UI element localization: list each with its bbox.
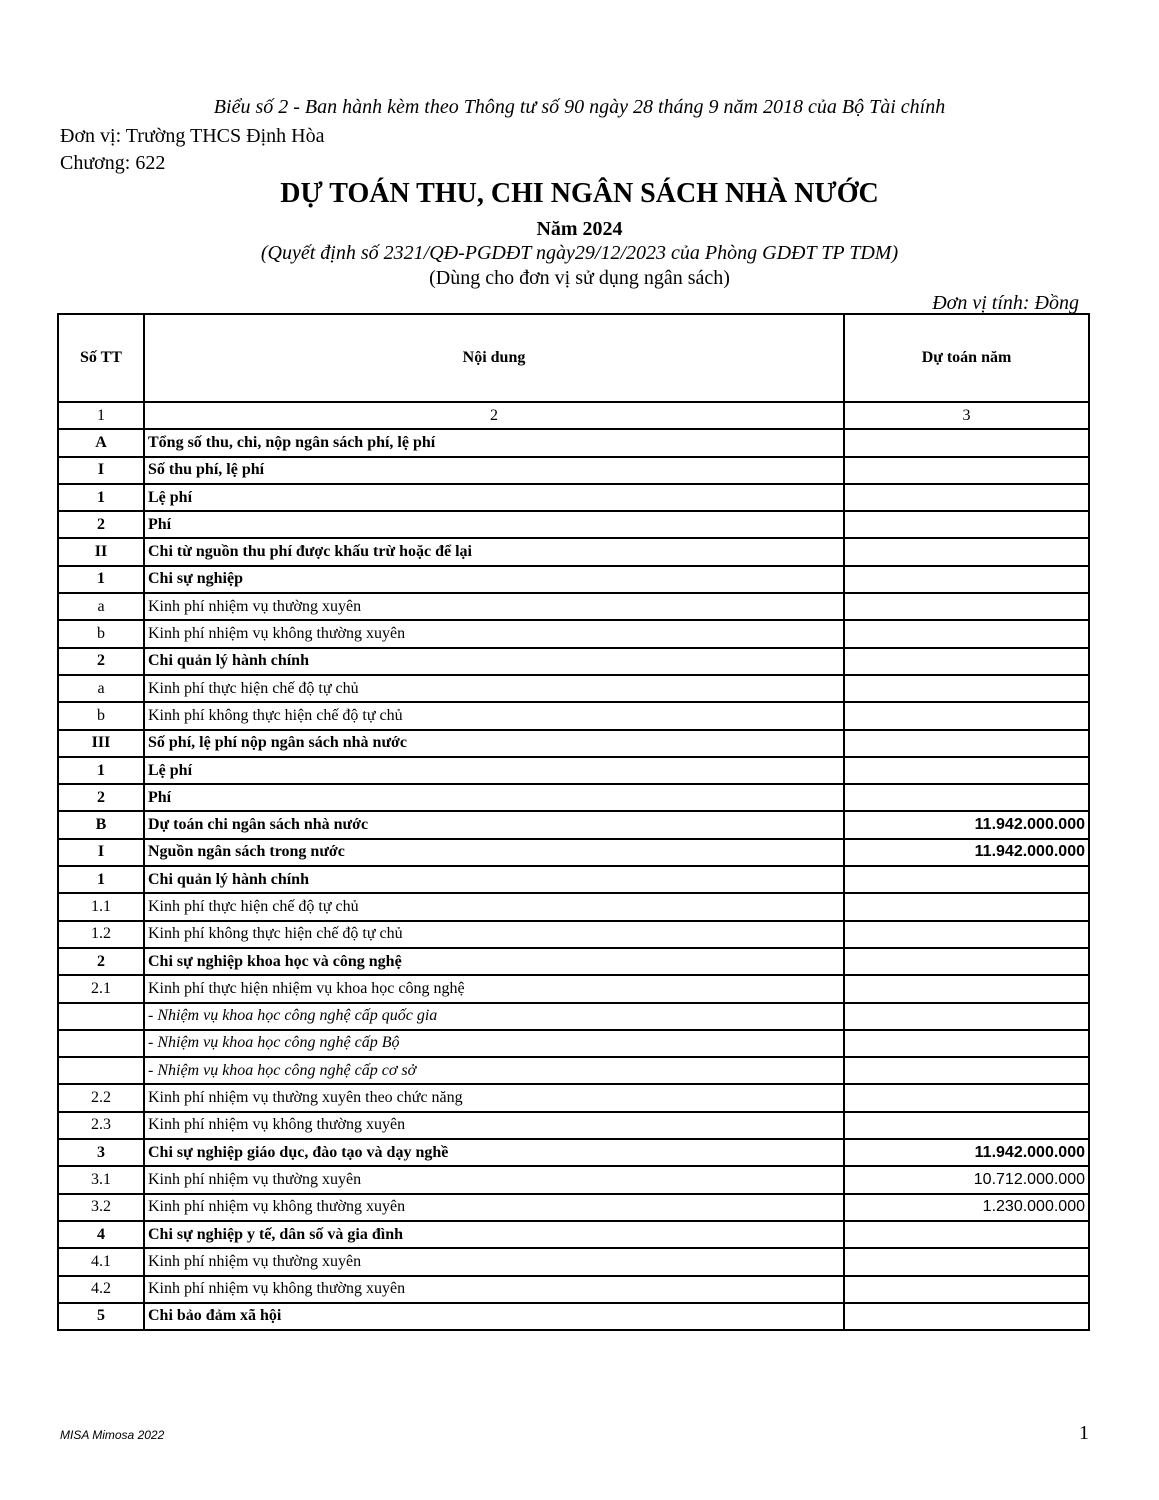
row-number: 1 (58, 566, 144, 593)
row-estimate-value (844, 948, 1089, 975)
table-row (58, 702, 1089, 729)
table-row (58, 866, 1089, 893)
row-content: Kinh phí nhiệm vụ không thường xuyên (144, 620, 844, 647)
row-content: Chi bảo đảm xã hội (144, 1303, 844, 1330)
row-content: Chi từ nguồn thu phí được khấu trừ hoặc để lại (144, 538, 844, 565)
row-number: 2 (58, 948, 144, 975)
table-row (58, 1276, 1089, 1303)
table-row (58, 429, 1089, 456)
row-number: 3.1 (58, 1166, 144, 1193)
row-estimate-value (844, 1003, 1089, 1030)
table-row (58, 1057, 1089, 1084)
row-estimate-value: 10.712.000.000 (844, 1166, 1089, 1193)
table-header-row (58, 314, 1089, 402)
document-title: DỰ TOÁN THU, CHI NGÂN SÁCH NHÀ NƯỚC (280, 178, 879, 209)
row-content: Chi sự nghiệp giáo dục, đào tạo và dạy nghề (144, 1139, 844, 1166)
budget-year: Năm 2024 (536, 218, 623, 240)
table-row (58, 675, 1089, 702)
row-content: Chi quản lý hành chính (144, 866, 844, 893)
budget-table (57, 313, 1090, 1331)
row-content: Lệ phí (144, 757, 844, 784)
row-estimate-value (844, 1112, 1089, 1139)
row-content: Kinh phí thực hiện nhiệm vụ khoa học công nghệ (144, 975, 844, 1002)
row-number: 2.3 (58, 1112, 144, 1139)
row-estimate-value (844, 593, 1089, 620)
row-estimate-value (844, 457, 1089, 484)
row-number: 2.1 (58, 975, 144, 1002)
row-number: 4.2 (58, 1276, 144, 1303)
row-content: Chi sự nghiệp khoa học và công nghệ (144, 948, 844, 975)
row-content: Phí (144, 511, 844, 538)
row-content: Kinh phí thực hiện chế độ tự chủ (144, 893, 844, 920)
row-number: A (58, 429, 144, 456)
table-row (58, 757, 1089, 784)
row-number: 4.1 (58, 1248, 144, 1275)
row-number: a (58, 593, 144, 620)
table-row (58, 1030, 1089, 1057)
row-content: Kinh phí nhiệm vụ thường xuyên (144, 1166, 844, 1193)
row-content: Kinh phí nhiệm vụ thường xuyên (144, 593, 844, 620)
row-number: B (58, 811, 144, 838)
usage-note: (Dùng cho đơn vị sử dụng ngân sách) (429, 267, 730, 289)
row-content: Phí (144, 784, 844, 811)
row-content: Số phí, lệ phí nộp ngân sách nhà nước (144, 730, 844, 757)
table-row (58, 811, 1089, 838)
row-estimate-value (844, 620, 1089, 647)
row-number: 1 (58, 484, 144, 511)
software-footer: MISA Mimosa 2022 (60, 1428, 165, 1442)
row-content: Kinh phí nhiệm vụ không thường xuyên (144, 1112, 844, 1139)
chapter-code: Chương: 622 (60, 152, 166, 174)
row-content: Kinh phí nhiệm vụ không thường xuyên (144, 1194, 844, 1221)
table-row (58, 1194, 1089, 1221)
table-row (58, 620, 1089, 647)
row-content: Kinh phí không thực hiện chế độ tự chủ (144, 921, 844, 948)
row-estimate-value (844, 1221, 1089, 1248)
row-estimate-value: 11.942.000.000 (844, 839, 1089, 866)
row-estimate-value: 11.942.000.000 (844, 1139, 1089, 1166)
row-content: Chi quản lý hành chính (144, 648, 844, 675)
row-number: b (58, 620, 144, 647)
table-row (58, 784, 1089, 811)
row-content: Tổng số thu, chi, nộp ngân sách phí, lệ phí (144, 429, 844, 456)
column-header-stt: Số TT (58, 314, 144, 402)
row-estimate-value (844, 648, 1089, 675)
table-row (58, 1221, 1089, 1248)
row-number: 2 (58, 784, 144, 811)
row-content: Nguồn ngân sách trong nước (144, 839, 844, 866)
row-content: Kinh phí thực hiện chế độ tự chủ (144, 675, 844, 702)
row-estimate-value (844, 784, 1089, 811)
currency-unit: Đơn vị tính: Đồng (932, 292, 1079, 314)
row-estimate-value (844, 484, 1089, 511)
row-estimate-value (844, 1248, 1089, 1275)
table-row (58, 1084, 1089, 1111)
row-estimate-value (844, 1057, 1089, 1084)
row-number (58, 1003, 144, 1030)
table-row (58, 1303, 1089, 1330)
row-content: - Nhiệm vụ khoa học công nghệ cấp Bộ (144, 1030, 844, 1057)
row-content: Kinh phí nhiệm vụ không thường xuyên (144, 1276, 844, 1303)
row-content: Chi sự nghiệp y tế, dân số và gia đình (144, 1221, 844, 1248)
row-estimate-value (844, 1276, 1089, 1303)
row-number (58, 1057, 144, 1084)
table-row (58, 921, 1089, 948)
row-number: 1.2 (58, 921, 144, 948)
row-content: Kinh phí nhiệm vụ thường xuyên theo chức năng (144, 1084, 844, 1111)
row-estimate-value (844, 1030, 1089, 1057)
table-row (58, 1139, 1089, 1166)
column-header-estimate: Dự toán năm (844, 314, 1089, 402)
row-estimate-value (844, 566, 1089, 593)
row-number: III (58, 730, 144, 757)
row-content: Lệ phí (144, 484, 844, 511)
row-estimate-value (844, 429, 1089, 456)
row-content: Kinh phí nhiệm vụ thường xuyên (144, 1248, 844, 1275)
row-estimate-value (844, 702, 1089, 729)
row-number: I (58, 839, 144, 866)
row-estimate-value (844, 511, 1089, 538)
row-number: II (58, 538, 144, 565)
column-number: 3 (844, 402, 1089, 429)
table-row (58, 648, 1089, 675)
row-content: Chi sự nghiệp (144, 566, 844, 593)
row-content: Dự toán chi ngân sách nhà nước (144, 811, 844, 838)
row-number: I (58, 457, 144, 484)
row-number: 5 (58, 1303, 144, 1330)
column-number-row (58, 402, 1089, 429)
table-row (58, 975, 1089, 1002)
table-row (58, 484, 1089, 511)
row-estimate-value (844, 1084, 1089, 1111)
table-row (58, 1112, 1089, 1139)
row-number: 2 (58, 511, 144, 538)
table-row (58, 538, 1089, 565)
table-row (58, 1003, 1089, 1030)
row-estimate-value: 11.942.000.000 (844, 811, 1089, 838)
row-estimate-value (844, 757, 1089, 784)
row-number: a (58, 675, 144, 702)
row-content: - Nhiệm vụ khoa học công nghệ cấp cơ sở (144, 1057, 844, 1084)
page-number: 1 (1079, 1422, 1089, 1444)
row-estimate-value (844, 675, 1089, 702)
row-number: b (58, 702, 144, 729)
row-content: Kinh phí không thực hiện chế độ tự chủ (144, 702, 844, 729)
row-number: 2.2 (58, 1084, 144, 1111)
table-row (58, 511, 1089, 538)
row-number: 3 (58, 1139, 144, 1166)
law-reference: Biểu số 2 - Ban hành kèm theo Thông tư số 90 ngày 28 tháng 9 năm 2018 của Bộ Tài chính (213, 96, 946, 118)
table-row (58, 893, 1089, 920)
row-estimate-value (844, 921, 1089, 948)
row-estimate-value: 1.230.000.000 (844, 1194, 1089, 1221)
row-estimate-value (844, 866, 1089, 893)
row-estimate-value (844, 730, 1089, 757)
column-number: 1 (58, 402, 144, 429)
row-number: 2 (58, 648, 144, 675)
row-content: Số thu phí, lệ phí (144, 457, 844, 484)
table-row (58, 566, 1089, 593)
table-row (58, 839, 1089, 866)
row-estimate-value (844, 538, 1089, 565)
table-row (58, 948, 1089, 975)
table-row (58, 730, 1089, 757)
row-estimate-value (844, 975, 1089, 1002)
row-content: - Nhiệm vụ khoa học công nghệ cấp quốc gia (144, 1003, 844, 1030)
table-row (58, 1248, 1089, 1275)
decision-reference: (Quyết định số 2321/QĐ-PGDĐT ngày29/12/2023 của Phòng GDĐT TP TDM) (260, 242, 899, 264)
row-number: 1.1 (58, 893, 144, 920)
table-row (58, 593, 1089, 620)
table-row (58, 457, 1089, 484)
row-estimate-value (844, 893, 1089, 920)
unit-name: Đơn vị: Trường THCS Định Hòa (60, 125, 325, 147)
row-number: 4 (58, 1221, 144, 1248)
column-header-content: Nội dung (144, 314, 844, 402)
row-number (58, 1030, 144, 1057)
column-number: 2 (144, 402, 844, 429)
row-number: 1 (58, 866, 144, 893)
row-number: 1 (58, 757, 144, 784)
table-row (58, 1166, 1089, 1193)
row-number: 3.2 (58, 1194, 144, 1221)
row-estimate-value (844, 1303, 1089, 1330)
